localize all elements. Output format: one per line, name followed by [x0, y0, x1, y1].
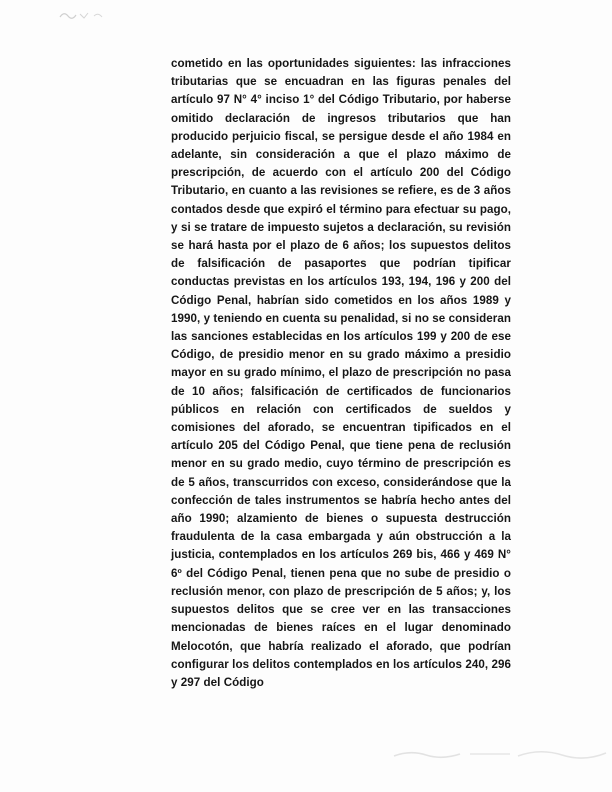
document-body-paragraph: cometido en las oportunidades siguientes: las infracciones tributarias que se encuadran en las figuras penales del artículo 97 N° 4° inciso 1° del Código Tributario, por haberse omitido declaración de ingresos tributarios que han producido perjuicio fiscal, se persigue desde el año 1984 en adelante, sin consideración a que el plazo máximo de prescripción, de acuerdo con el artículo 200 del Código Tributario, en cuanto a las revisiones se refiere, es de 3 años contados desde que expiró el término para efectuar su pago, y si se tratare de impuesto sujetos a declaración, su revisión se hará hasta por el plazo de 6 años; los supuestos delitos de falsificación de pasaportes que podrían tipificar conductas previstas en los artículos 193, 194, 196 y 200 del Código Penal, habrían sido cometidos en los años 1989 y 1990, y teniendo en cuenta su penalidad, si no se consideran las sanciones establecidas en los artículos 199 y 200 de ese Código, de presidio menor en su grado máximo a presidio mayor en su grado mínimo, el plazo de prescripción no pasa de 10 años; falsificación de certificados de funcionarios públicos en relación con certificados de sueldos y comisiones del aforado, se encuentran tipificados en el artículo 205 del Código Penal, que tiene pena de reclusión menor en su grado medio, cuyo término de prescripción es de 5 años, transcurridos con exceso, considerándose que la confección de tales instrumentos se habría hecho antes del año 1990; alzamiento de bienes o supuesta destrucción fraudulenta de la casa embargada y aún obstrucción a la justicia, contemplados en los artículos 269 bis, 466 y 469 N° 6º del Código Penal, tienen pena que no sube de presidio o reclusión menor, con plazo de prescripción de 5 años; y, los supuestos delitos que se cree ver en las transacciones mencionadas de bienes raíces en el lugar denominado Melocotón, que habría realizado el aforado, que podrían configurar los delitos contemplados en los artículos 240, 296 y 297 del Código [171, 57, 511, 689]
bleed-through-stamp [390, 742, 612, 764]
faint-corner-mark [58, 8, 110, 22]
